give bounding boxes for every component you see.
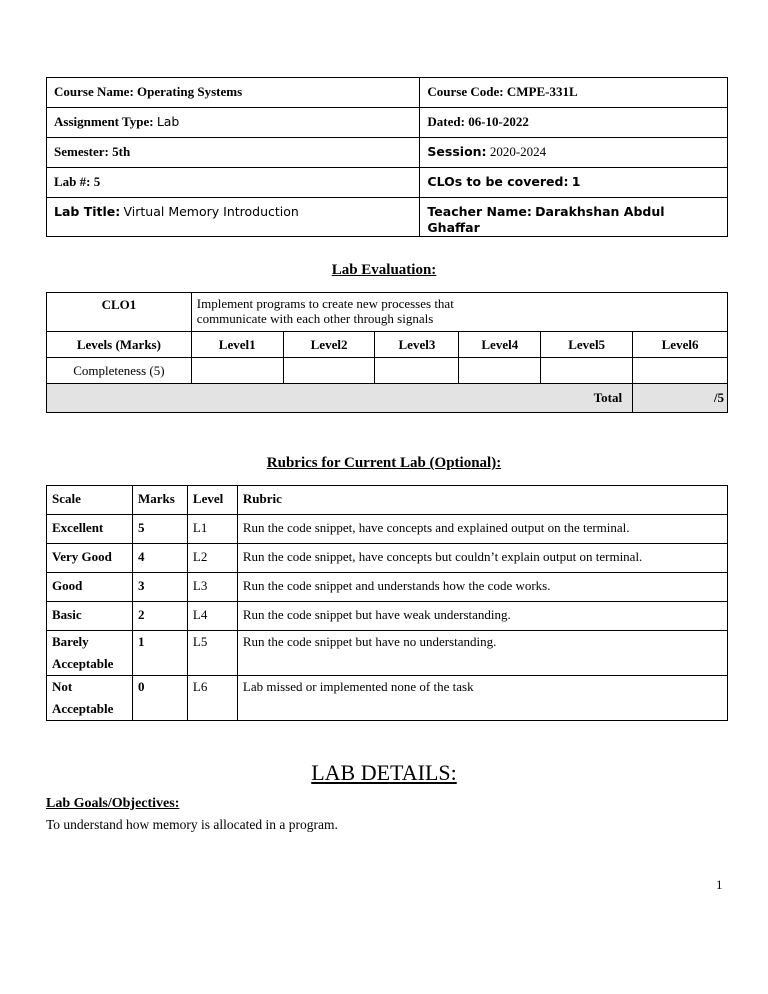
rubric-cell: Run the code snippet but have weak understanding. <box>237 602 727 631</box>
lab-evaluation-heading: Lab Evaluation: <box>331 262 437 278</box>
level-cell: L2 <box>187 544 237 573</box>
marks-cell: 4 <box>132 544 187 573</box>
level-header: Level6 <box>633 332 728 358</box>
level-cell: L3 <box>187 573 237 602</box>
rubrics-header-row <box>47 486 728 515</box>
clos-cell: CLOs to be covered: 1 <box>420 168 728 198</box>
session: 2020-2024 <box>489 144 547 159</box>
marks-cell: 5 <box>132 515 187 544</box>
total-value: /5 <box>633 384 728 413</box>
rubric-cell: Run the code snippet, have concepts but couldn’t explain output on terminal. <box>237 544 727 573</box>
level-cell: L4 <box>187 602 237 631</box>
table-row <box>47 676 728 721</box>
marks-cell: 3 <box>132 573 187 602</box>
clo-description: Implement programs to create new processes that communicate with each other through signals <box>191 293 727 332</box>
semester: 5th <box>112 144 131 159</box>
score-cell <box>375 358 459 384</box>
score-cell <box>459 358 541 384</box>
scale-cell: Basic <box>47 602 133 631</box>
lab-title: Virtual Memory Introduction <box>123 204 299 219</box>
table-row <box>47 515 728 544</box>
table-row <box>47 544 728 573</box>
rubrics-heading: Rubrics for Current Lab (Optional): <box>266 455 502 471</box>
lab-details-heading: LAB DETAILS: <box>311 760 457 785</box>
rubric-cell: Run the code snippet, have concepts and explained output on the terminal. <box>237 515 727 544</box>
lab-goals-heading: Lab Goals/Objectives: <box>46 796 180 811</box>
scale-cell: Good <box>47 573 133 602</box>
course-name: Operating Systems <box>137 84 243 99</box>
scale-cell: Not Acceptable <box>47 676 133 721</box>
course-code: CMPE-331L <box>506 84 578 99</box>
lab-number-cell: Lab #: 5 <box>47 168 420 198</box>
assignment-type-cell: Assignment Type: Lab <box>47 108 420 138</box>
teacher-cell: Teacher Name: Darakhshan Abdul Ghaffar <box>420 198 728 237</box>
col-header-scale: Scale <box>47 486 133 515</box>
level-header: Level3 <box>375 332 459 358</box>
lab-number: 5 <box>93 174 101 189</box>
rubric-cell: Run the code snippet but have no understanding. <box>237 631 727 676</box>
col-header-marks: Marks <box>132 486 187 515</box>
course-code-cell: Course Code: CMPE-331L <box>420 78 728 108</box>
total-label: Total <box>47 384 633 413</box>
level-header: Level1 <box>191 332 283 358</box>
marks-cell: 1 <box>132 631 187 676</box>
marks-cell: 2 <box>132 602 187 631</box>
lab-title-cell: Lab Title: Virtual Memory Introduction <box>47 198 420 237</box>
score-cell <box>633 358 728 384</box>
criterion-label: Completeness (5) <box>47 358 192 384</box>
session-cell: Session: 2020-2024 <box>420 138 728 168</box>
table-row <box>47 573 728 602</box>
scale-cell: Very Good <box>47 544 133 573</box>
clos: 1 <box>571 174 581 189</box>
rubric-cell: Lab missed or implemented none of the task <box>237 676 727 721</box>
levels-label: Levels (Marks) <box>47 332 192 358</box>
rubrics-table <box>46 485 728 721</box>
scale-cell: Barely Acceptable <box>47 631 133 676</box>
level-header: Level5 <box>541 332 633 358</box>
table-row <box>47 631 728 676</box>
teacher-name: Darakhshan Abdul Ghaffar <box>427 204 665 235</box>
level-cell: L6 <box>187 676 237 721</box>
marks-cell: 0 <box>132 676 187 721</box>
level-header: Level4 <box>459 332 541 358</box>
table-row <box>47 602 728 631</box>
semester-cell: Semester: 5th <box>47 138 420 168</box>
lab-goals-text: To understand how memory is allocated in a program. <box>46 817 338 832</box>
score-cell <box>191 358 283 384</box>
page-number: 1 <box>716 877 723 892</box>
col-header-level: Level <box>187 486 237 515</box>
assignment-type: Lab <box>156 114 180 129</box>
score-cell <box>283 358 375 384</box>
lab-evaluation-table <box>46 292 728 413</box>
scale-cell: Excellent <box>47 515 133 544</box>
col-header-rubric: Rubric <box>237 486 727 515</box>
level-header: Level2 <box>283 332 375 358</box>
rubric-cell: Run the code snippet and understands how the code works. <box>237 573 727 602</box>
score-cell <box>541 358 633 384</box>
dated: 06-10-2022 <box>468 114 529 129</box>
course-name-cell: Course Name: Operating Systems <box>47 78 420 108</box>
level-cell: L5 <box>187 631 237 676</box>
level-cell: L1 <box>187 515 237 544</box>
clo-label: CLO1 <box>47 293 192 332</box>
course-info-table <box>46 77 728 237</box>
dated-cell: Dated: 06-10-2022 <box>420 108 728 138</box>
